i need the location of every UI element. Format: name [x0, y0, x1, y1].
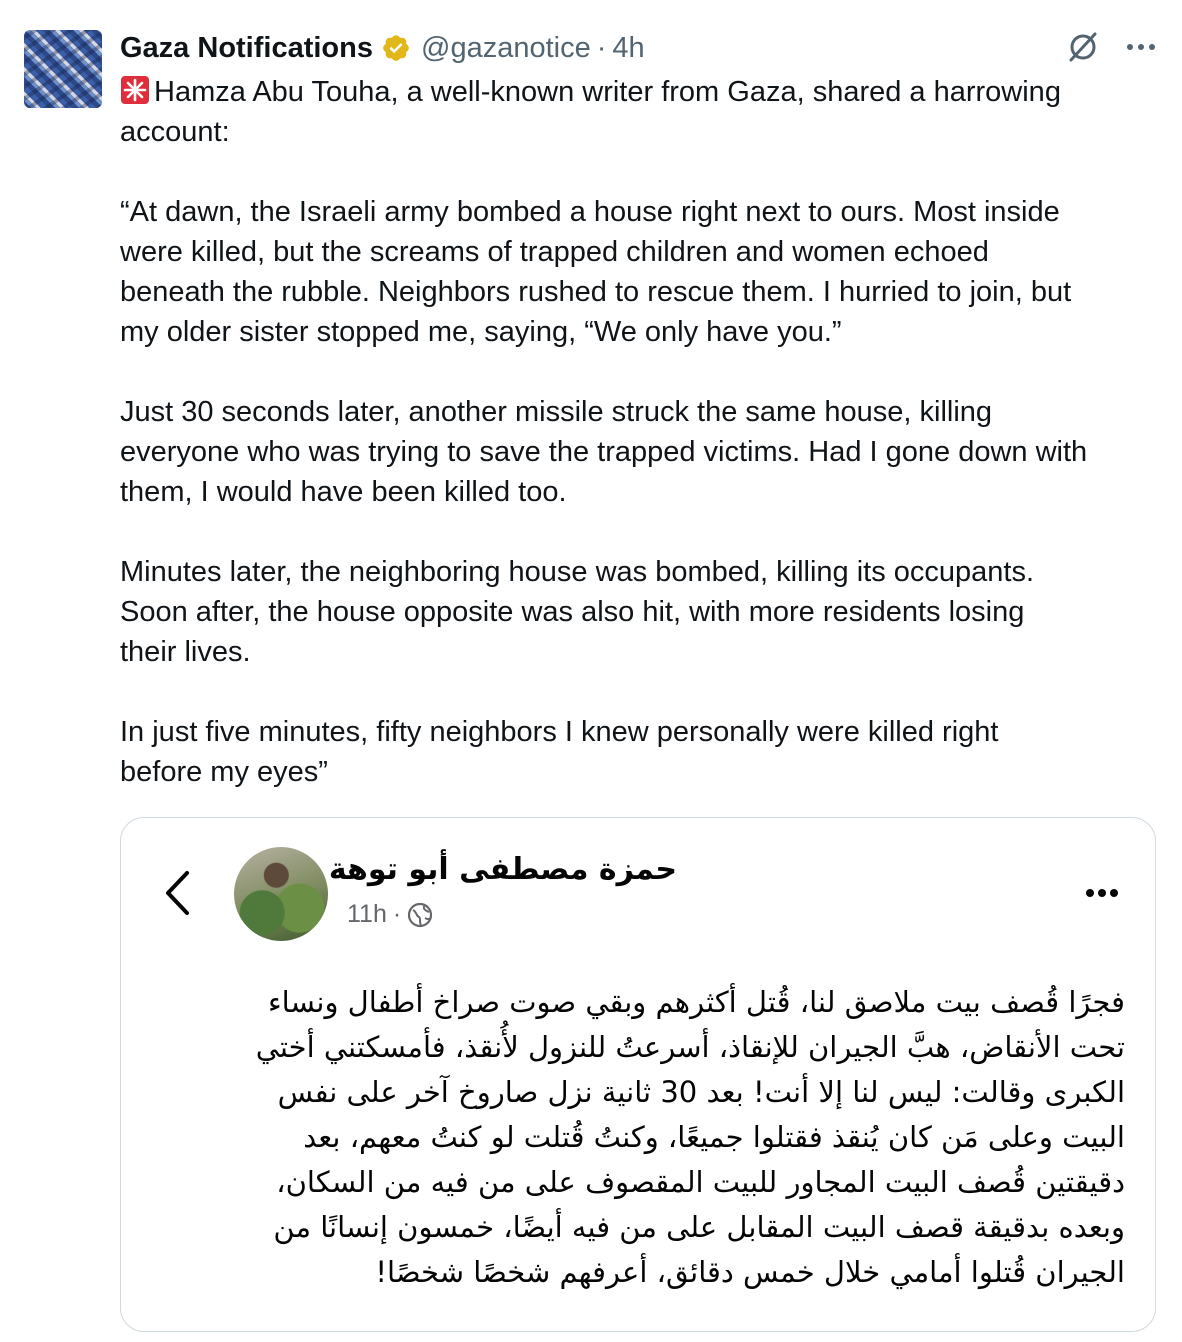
tweet-paragraph: Minutes later, the neighboring house was bombed, killing its occupants. Soon after, the house opposite was also hit, with more residents losing their lives. [120, 556, 1035, 668]
embedded-author-avatar [234, 847, 328, 941]
tweet-paragraph: Just 30 seconds later, another missile struck the same house, killing everyone who was trying to save the trapped victims. Had I gone down with them, I would have been killed too. [120, 396, 1088, 508]
embedded-text-line: الكبرى وقالت: ليس لنا إلا أنت! بعد 30 ثانية نزل صاروخ آخر على نفس [277, 1075, 1125, 1109]
siren-emoji-icon [120, 75, 150, 105]
tweet-paragraph: “At dawn, the Israeli army bombed a house right next to ours. Most inside were killed, but the screams of trapped children and women echoed beneath the rubble. Neighbors rushed to rescue them. I hurried to join, but my older sister stopped me, saying, “We only have you.” [120, 196, 1072, 348]
embedded-post-text [161, 980, 1125, 1295]
tweet-text [120, 72, 1165, 792]
attached-image-card[interactable] [120, 817, 1156, 1332]
embedded-text-line: الجيران قُتلوا أمامي خلال خمس دقائق، أعرفهم شخصًا شخصًا! [375, 1255, 1125, 1289]
embedded-text-line: فجرًا قُصف بيت ملاصق لنا، قُتل أكثرهم وبقي صوت صراخ أطفال ونساء [268, 985, 1125, 1019]
embedded-text-line: تحت الأنقاض، هبَّ الجيران للإنقاذ، أسرعتُ للنزول لأُنقذ، فأمسكتني أختي [255, 1030, 1125, 1064]
embedded-post-time: 11h [347, 900, 387, 928]
author-handle[interactable]: @gazanotice [421, 31, 591, 64]
tweet-actions-top [1066, 30, 1156, 64]
embedded-author-name: حمزة مصطفى أبو توهة [328, 852, 677, 887]
tweet-header [120, 28, 645, 68]
globe-icon [407, 902, 433, 928]
header-separator: · [596, 31, 607, 64]
tweet-paragraph: In just five minutes, fifty neighbors I knew personally were killed right before my eyes” [120, 716, 999, 788]
embedded-more-icon [1085, 888, 1119, 898]
embedded-text-line: وبعده بدقيقة قصف البيت المقابل على من فيه أيضًا، خمسون إنسانًا من [273, 1210, 1125, 1244]
post-timestamp[interactable]: 4h [612, 31, 645, 64]
embedded-post-meta [347, 900, 433, 929]
verified-badge-icon [381, 33, 411, 63]
grok-icon[interactable] [1066, 30, 1100, 64]
embedded-meta-separator: · [392, 900, 402, 928]
author-avatar[interactable] [24, 30, 102, 108]
chevron-left-icon [163, 870, 191, 916]
embedded-text-line: البيت وعلى مَن كان يُنقذ فقتلوا جميعًا، وكنتُ قُتلت لو كنتُ معهم، بعد [303, 1120, 1125, 1154]
more-icon[interactable] [1126, 42, 1156, 52]
embedded-text-line: دقيقتين قُصف البيت المجاور للبيت المقصوف على من فيه من السكان، [276, 1165, 1125, 1199]
author-display-name[interactable]: Gaza Notifications [120, 31, 373, 64]
tweet-paragraph: Hamza Abu Touha, a well-known writer from Gaza, shared a harrowing account: [120, 76, 1061, 148]
